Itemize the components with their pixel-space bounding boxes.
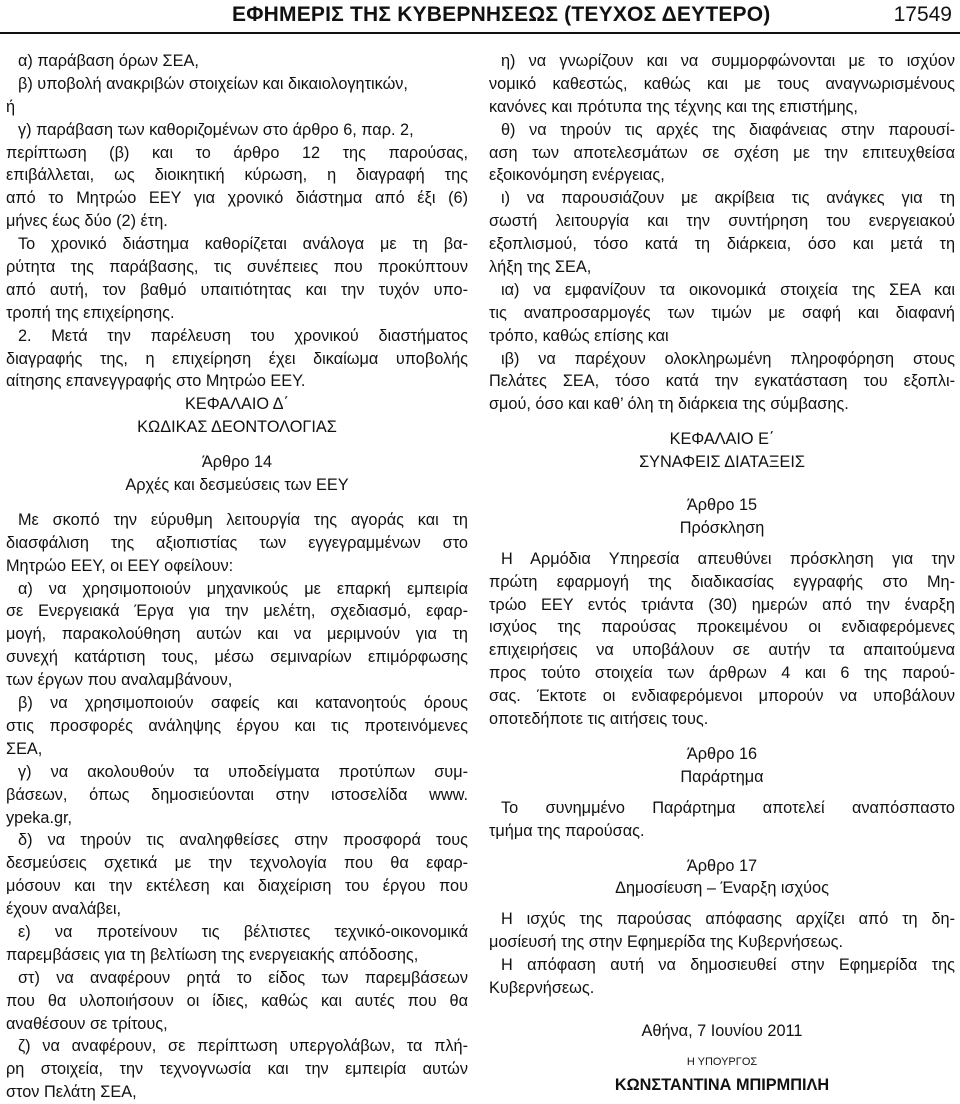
- list-item-line: νομικό καθεστώς, καθώς και με τους αναγνωρισμένους: [489, 74, 955, 93]
- list-item-line: συνεχή κατάρτιση τους, μέσω σεμιναρίων επιμόρφωσης: [6, 648, 468, 667]
- list-item-line: έχουν αναλάβει,: [6, 900, 122, 919]
- list-item-line: μόσουν και την εκτέλεση και διαχείριση του έργου που: [6, 877, 468, 896]
- text-line: οποτεδήποτε τις αιτήσεις τους.: [489, 710, 709, 729]
- list-item-line: α) να χρησιμοποιούν μηχανικούς με επαρκή εμπειρία: [18, 579, 468, 598]
- text-line: μήνες έως δύο (2) έτη.: [6, 212, 168, 231]
- text-line: Με σκοπό την εύρυθμη λειτουργία της αγοράς και τη: [18, 510, 468, 529]
- list-item-line: τις αναπροσαρμογές των τιμών με σαφή και διαφανή: [489, 303, 955, 322]
- list-item-line: σε Ενεργειακά Έργα για την μελέτη, σχεδιασμό, εφαρ-: [6, 602, 468, 621]
- list-item-line: ΣΕΑ,: [6, 739, 43, 758]
- text-line: τροπή της επιχείρησης.: [6, 303, 175, 322]
- article-heading: Άρθρο 16: [686, 744, 758, 763]
- text-line: από το Μητρώο ΕΕΥ για χρονικό διάστημα από έξι (6): [6, 189, 468, 208]
- article-heading: Άρθρο 17: [686, 856, 758, 875]
- article-title: Πρόσκληση: [679, 518, 765, 537]
- text-line: μοσίευσή της στην Εφημερίδα της Κυβερνήσεως.: [489, 933, 844, 952]
- text-line: πρώτη εφαρμογή της διαδικασίας εγγραφής στο Μη-: [489, 572, 955, 591]
- list-item-line: που θα υλοποιήσουν οι ίδιες, καθώς και αυτές που θα: [6, 991, 468, 1010]
- text-line: Η ισχύς της παρούσας απόφασης αρχίζει από τη δη-: [501, 910, 955, 929]
- text-line: β) υποβολή ανακριβών στοιχείων και δικαιολογητικών,: [18, 74, 408, 93]
- page-number: 17549: [893, 3, 952, 26]
- text-line: σας. Έκτοτε οι ενδιαφερόμενοι μπορούν να υποβάλουν: [489, 687, 955, 706]
- list-item-line: Πελάτες ΣΕΑ, τόσο κατά την εγκατάσταση του εξοπλι-: [489, 372, 955, 391]
- list-item-line: ι) να παρουσιάζουν με ακρίβεια τις ανάγκες για τη: [501, 189, 955, 208]
- list-item-line: ρη στοιχεία, την τεχνογνωσία και την εμπειρία αυτών: [6, 1060, 468, 1079]
- text-line: ρύτητα της παράβασης, τις συνέπειες που προκύπτουν: [6, 258, 468, 277]
- list-item-line: εξοικονόμηση ενέργειας,: [489, 166, 665, 185]
- right-column: [489, 50, 955, 1097]
- list-item-line: μογή, παρακολούθηση αυτών και να μεριμνούν για τη: [6, 625, 468, 644]
- text-line: επιβάλλεται, ως διοικητική κύρωση, η διαγραφή της: [6, 166, 468, 185]
- article-title: Παράρτημα: [680, 767, 764, 786]
- article-title: Αρχές και δεσμεύσεις των ΕΕΥ: [125, 476, 349, 495]
- list-item-line: σμού, όσο και καθ’ όλη τη διάρκεια της σύμβασης.: [489, 395, 849, 414]
- article-heading: Άρθρο 15: [686, 496, 758, 515]
- list-item-line: γ) να ακολουθούν τα υποδείγματα προτύπων συμ-: [18, 762, 468, 781]
- text-line: αίτησης επανεγγραφής στο Μητρώο ΕΕΥ.: [6, 372, 306, 391]
- list-item-line: στ) να αναφέρουν ρητά το είδος των παρεμβάσεων: [18, 968, 468, 987]
- list-item-line: εξοπλισμού, τόσο κατά τη διάρκεια, όσο και μετά τη: [489, 235, 955, 254]
- list-item-line: δ) να τηρούν τις αναληφθείσες στην προσφορά τους: [18, 831, 468, 850]
- list-item-line: ια) να εμφανίζουν τα οικονομικά στοιχεία της ΣΕΑ και: [501, 280, 955, 299]
- chapter-heading: ΚΕΦΑΛΑΙΟ Ε΄: [669, 430, 775, 449]
- text-line: 2. Μετά την παρέλευση του χρονικού διαστήματος: [18, 326, 468, 345]
- list-item-line: των έργων που αναλαμβάνουν,: [6, 671, 233, 690]
- list-item-line: παρεμβάσεις για τη βελτίωση της ενεργειακής απόδοσης,: [6, 945, 419, 964]
- list-item-line: θ) να τηρούν τις αρχές της διαφάνειας στην παρουσί-: [501, 120, 955, 139]
- text-line: Η απόφαση αυτή να δημοσιευθεί στην Εφημερίδα της: [501, 956, 955, 975]
- gazette-title: ΕΦΗΜΕΡΙΣ ΤΗΣ ΚΥΒΕΡΝΗΣΕΩΣ (ΤΕΥΧΟΣ ΔΕΥΤΕΡΟ): [232, 3, 771, 26]
- list-item-line: στις προσφορές ανάληψης έργου και τις προτεινόμενες: [6, 716, 468, 735]
- chapter-title: ΚΩΔΙΚΑΣ ΔΕΟΝΤΟΛΟΓΙΑΣ: [137, 418, 337, 437]
- chapter-heading: ΚΕΦΑΛΑΙΟ Δ΄: [185, 395, 289, 414]
- list-item-line: τρόπο, καθώς επίσης και: [489, 326, 669, 345]
- text-line: επιχειρήσεις να υποβάλουν σε αυτήν τα απαιτούμενα: [489, 641, 955, 660]
- text-line: από αυτή, τον βαθμό υπαιτιότητας και την τυχόν υπο-: [6, 280, 468, 299]
- list-item-line: ζ) να αναφέρουν, σε περίπτωση υπεργολάβων, τα πλή-: [18, 1037, 468, 1056]
- list-item-line: ypeka.gr,: [6, 808, 73, 827]
- text-line: Το συνημμένο Παράρτημα αποτελεί αναπόσπαστο: [501, 798, 955, 817]
- list-item-line: αση των αποτελεσμάτων σε σχέση με την επιτευχθείσα: [489, 143, 955, 162]
- text-line: περίπτωση (β) και το άρθρο 12 της παρούσας,: [6, 143, 468, 162]
- text-line: α) παράβαση όρων ΣΕΑ,: [18, 52, 199, 70]
- text-line: Μητρώο ΕΕΥ, οι ΕΕΥ οφείλουν:: [6, 556, 234, 575]
- text-line: τμήμα της παρούσας.: [489, 821, 645, 840]
- minister-title: Η ΥΠΟΥΡΓΟΣ: [686, 1055, 758, 1068]
- list-item-line: ε) να προτείνουν τις βέλτιστες τεχνικό-οικονομικά: [18, 922, 468, 941]
- page-header: [0, 0, 960, 34]
- signature-date: Αθήνα, 7 Ιουνίου 2011: [641, 1021, 803, 1040]
- text-line: τρώο ΕΕΥ εντός τριάντα (30) ημερών από την έναρξη: [489, 595, 955, 614]
- list-item-line: η) να γνωρίζουν και να συμμορφώνονται με το ισχύον: [501, 52, 955, 70]
- list-item-line: ιβ) να παρέχουν ολοκληρωμένη πληροφόρηση στους: [501, 349, 955, 368]
- text-line: προς τούτο στοιχεία των άρθρων 4 και 6 της παρού-: [489, 664, 955, 683]
- chapter-title: ΣΥΝΑΦΕΙΣ ΔΙΑΤΑΞΕΙΣ: [639, 453, 805, 472]
- text-line: ισχύος της παρούσας προκειμένου οι ενδιαφερόμενες: [489, 618, 955, 637]
- list-item-line: βάσεων, όπως δημοσιεύονται στην ιστοσελίδα www.: [6, 785, 468, 804]
- text-line: Κυβερνήσεως.: [489, 978, 595, 997]
- list-item-line: β) να χρησιμοποιούν σαφείς και κατανοητούς όρους: [18, 694, 468, 713]
- text-line: γ) παράβαση των καθοριζομένων στο άρθρο 6, παρ. 2,: [18, 120, 414, 139]
- list-item-line: δεσμεύσεις σχετικά με την τεχνολογία που θα εφαρ-: [6, 854, 468, 873]
- list-item-line: κανόνες και πρότυπα της τέχνης και της επιστήμης,: [489, 97, 858, 116]
- list-item-line: στον Πελάτη ΣΕΑ,: [6, 1083, 137, 1102]
- left-column: [6, 50, 468, 1104]
- list-item-line: αναθέσουν σε τρίτους,: [6, 1014, 168, 1033]
- text-line: Η Αρμόδια Υπηρεσία απευθύνει πρόσκληση για την: [501, 549, 955, 568]
- text-line: Το χρονικό διάστημα καθορίζεται ανάλογα με τη βα-: [18, 235, 468, 254]
- text-line: διαγραφής της, η επιχείρηση έχει δικαίωμα υποβολής: [6, 349, 468, 368]
- text-line: διασφάλιση της αξιοπιστίας των εγγεγραμμένων στο: [6, 533, 468, 552]
- text-line: ή: [6, 97, 16, 116]
- minister-name: ΚΩΝΣΤΑΝΤΙΝΑ ΜΠΙΡΜΠΙΛΗ: [614, 1075, 830, 1094]
- list-item-line: σωστή λειτουργία και την συντήρηση του ενεργειακού: [489, 212, 955, 231]
- header-divider: [0, 32, 960, 34]
- list-item-line: λήξη της ΣΕΑ,: [489, 258, 592, 277]
- article-heading: Άρθρο 14: [201, 453, 273, 472]
- article-title: Δημοσίευση – Έναρξη ισχύος: [615, 879, 829, 898]
